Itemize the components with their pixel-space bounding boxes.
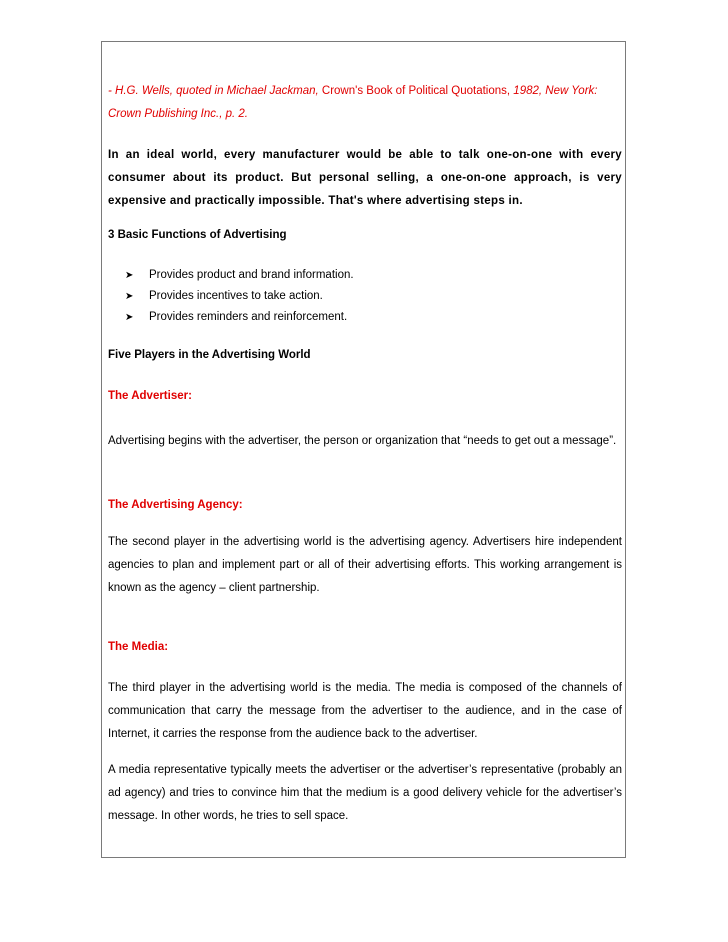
agency-paragraph: The second player in the advertising world is the advertising agency. Advertisers hire independent agencies to plan and implement part or all of their advertising efforts. This working arrangement is known as the agency – client partnership. — [108, 536, 622, 594]
media-paragraph-1: The third player in the advertising world is the media. The media is composed of the channels of communication that carry the message from the advertiser to the audience, and in the case of Internet, it carries the response from the audience back to the advertiser. — [108, 682, 622, 740]
intro-paragraph: In an ideal world, every manufacturer would be able to talk one-on-one with every consumer about its product. But personal selling, a one-on-one approach, is very expensive and practically impossible. That's where advertising steps in. — [108, 149, 622, 207]
functions-list — [108, 265, 622, 328]
citation-author: - H.G. Wells, quoted in Michael Jackman, — [108, 85, 319, 97]
arrowhead-bullet-icon: ➤ — [125, 291, 134, 302]
list-item: ➤ Provides reminders and reinforcement. — [108, 307, 622, 328]
players-heading: Five Players in the Advertising World — [108, 349, 311, 361]
advertiser-heading: The Advertiser: — [108, 390, 192, 402]
arrowhead-bullet-icon: ➤ — [125, 312, 134, 323]
arrowhead-bullet-icon: ➤ — [125, 270, 134, 281]
list-item: ➤ Provides product and brand information. — [108, 265, 622, 286]
citation — [108, 80, 622, 126]
citation-year: 1982, New York: — [510, 85, 598, 97]
advertiser-paragraph: Advertising begins with the advertiser, the person or organization that “needs to get out a message”. — [108, 435, 617, 447]
citation-publisher: Crown Publishing Inc., p. 2. — [108, 108, 248, 120]
citation-book: Crown's Book of Political Quotations, — [318, 85, 511, 97]
agency-heading: The Advertising Agency: — [108, 499, 243, 511]
list-item: ➤ Provides incentives to take action. — [108, 286, 622, 307]
functions-heading: 3 Basic Functions of Advertising — [108, 229, 287, 241]
media-paragraph-2: A media representative typically meets the advertiser or the advertiser’s representative (probably an ad agency) and tries to convince him that the medium is a good delivery vehicle for the advertiser’s message. In other words, he tries to sell space. — [108, 764, 622, 822]
media-heading: The Media: — [108, 641, 169, 653]
